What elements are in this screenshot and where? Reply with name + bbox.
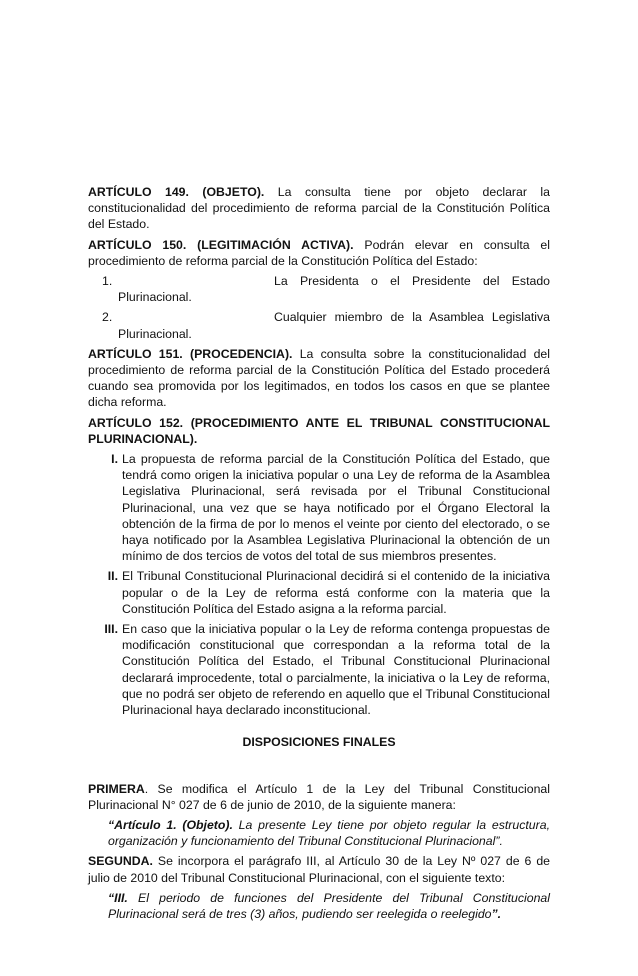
article-151-label: ARTÍCULO 151. (PROCEDENCIA).	[88, 346, 293, 361]
disposicion-primera	[88, 781, 550, 813]
article-152-item-2	[88, 568, 550, 617]
item-line-1: Cualquier miembro de la Asamblea Legislativa	[274, 310, 550, 325]
primera-quote	[88, 817, 550, 849]
segunda-quote-text: El periodo de funciones del Presidente del Tribunal Constitucional Plurinacional será de tres (3) años, pudiendo ser reelegida o reelegido	[108, 890, 550, 921]
article-152-item-3	[88, 621, 550, 718]
segunda-quote-end: ”.	[491, 906, 502, 921]
item-number: 1.	[102, 274, 113, 289]
article-150-item-1	[88, 273, 550, 305]
section-heading: DISPOSICIONES FINALES	[242, 735, 396, 750]
article-149	[88, 184, 550, 233]
segunda-label: SEGUNDA.	[88, 854, 153, 869]
roman-text: En caso que la iniciativa popular o la Ley de reforma contenga propuestas de modificación constitucional que correspondan a la reforma total de la Constitución Política del Estado, el Tribunal Constitucional Plurinacional declarará improcedente, total o parcialmente, la iniciativa o la Ley de reforma, que no podrá ser objeto de referendo en aquello que el Tribunal Constitucional Plurinacional haya declarado inconstitucional.	[122, 622, 550, 718]
article-151	[88, 346, 550, 411]
primera-label: PRIMERA	[88, 781, 145, 796]
article-149-text: La consulta tiene por objeto declarar la constitucionalidad del procedimiento de reforma parcial de la Constitución Política del Estado.	[88, 185, 550, 232]
roman-number: I.	[111, 452, 118, 467]
item-number: 2.	[102, 310, 113, 325]
item-line-2: Plurinacional.	[118, 290, 192, 305]
article-152-label: ARTÍCULO 152. (PROCEDIMIENTO ANTE EL TRIBUNAL CONSTITUCIONAL PLURINACIONAL).	[88, 415, 550, 446]
segunda-quote-label: “III.	[108, 890, 128, 905]
article-150-item-2	[88, 309, 550, 341]
primera-quote-text: La presente Ley tiene por objeto regular la estructura, organización y funcionamiento del Tribunal Constitucional Plurinacional”.	[108, 817, 550, 849]
item-line-1: La Presidenta o el Presidente del Estado	[274, 274, 550, 289]
disposicion-segunda	[88, 853, 550, 885]
article-152-item-1	[88, 451, 550, 564]
segunda-text: Se incorpora el parágrafo III, al Artículo 30 de la Ley Nº 027 de 6 de julio de 2010 del Tribunal Constitucional Plurinacional, con el siguiente texto:	[88, 854, 550, 885]
segunda-quote	[88, 890, 550, 922]
article-150-label: ARTÍCULO 150. (LEGITIMACIÓN ACTIVA).	[88, 237, 354, 252]
document-page	[88, 184, 550, 926]
roman-number: III.	[104, 622, 118, 637]
primera-text: . Se modifica el Artículo 1 de la Ley del Tribunal Constitucional Plurinacional N° 027 de 6 de junio de 2010, de la siguiente manera:	[88, 781, 550, 812]
roman-number: II.	[107, 569, 118, 584]
article-151-text: La consulta sobre la constitucionalidad del procedimiento de reforma parcial de la Constitución Política del Estado procederá cuando sea promovida por los legitimados, en todos los casos en que se plantee dicha reforma.	[88, 346, 550, 410]
item-line-2: Plurinacional.	[118, 326, 192, 341]
article-149-label: ARTÍCULO 149. (OBJETO).	[88, 185, 265, 199]
article-150	[88, 237, 550, 269]
roman-text: La propuesta de reforma parcial de la Constitución Política del Estado, que tendrá como origen la iniciativa popular o una Ley de reforma de la Asamblea Legislativa Plurinacional, será revisada por el Tribunal Constitucional Plurinacional, una vez que se haya notificado por el Órgano Electoral la obtención de la firma de por lo menos el veinte por ciento del electorado, o se haya notificado por la Asamblea Legislativa Plurinacional la obtención de un mínimo de dos tercios de votos del total de sus miembros presentes.	[122, 452, 550, 564]
primera-quote-label: “Artículo 1. (Objeto).	[108, 817, 233, 832]
article-150-text: Podrán elevar en consulta el procedimiento de reforma parcial de la Constitución Política del Estado:	[88, 237, 550, 268]
roman-text: El Tribunal Constitucional Plurinacional decidirá si el contenido de la iniciativa popular o de la Ley de reforma está conforme con la materia que la Constitución Política del Estado asigna a la reforma parcial.	[122, 569, 550, 616]
